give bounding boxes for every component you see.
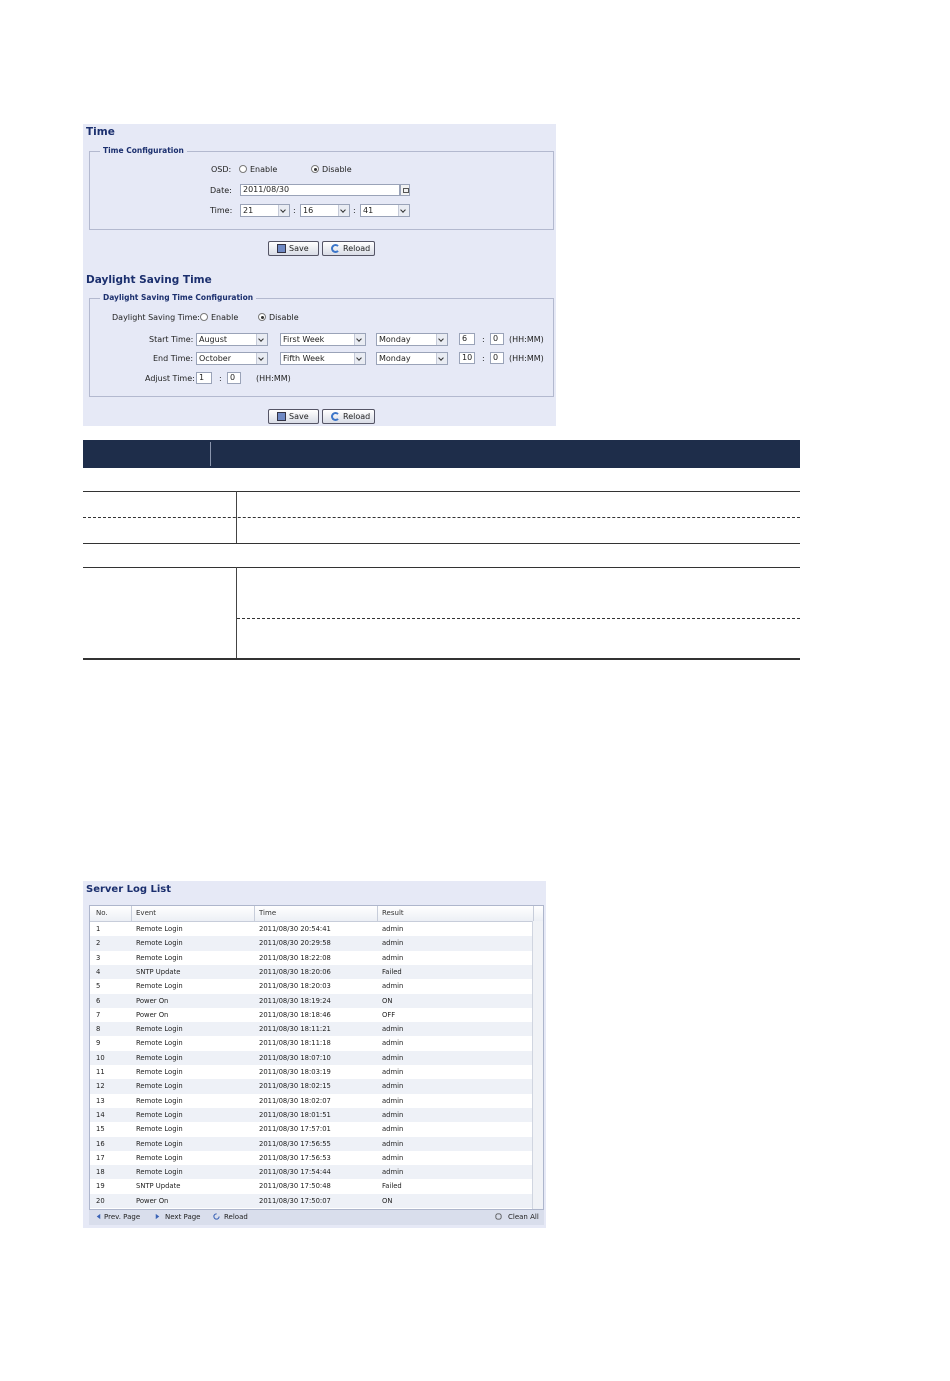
- time-colon: :: [353, 206, 356, 215]
- log-time: 2011/08/30 17:54:44: [259, 1168, 331, 1177]
- log-event: Power On: [136, 1196, 169, 1205]
- log-result: Failed: [382, 967, 402, 976]
- log-row[interactable]: [90, 951, 532, 965]
- time-config-legend: Time Configuration: [100, 146, 187, 155]
- log-event: Remote Login: [136, 1082, 183, 1091]
- log-row[interactable]: [90, 1151, 532, 1165]
- log-row[interactable]: [90, 994, 532, 1008]
- log-reload-button[interactable]: Reload: [224, 1213, 248, 1221]
- end-colon: :: [482, 354, 485, 363]
- reload-icon: [331, 412, 340, 421]
- second-select[interactable]: [360, 204, 410, 217]
- osd-enable-radio[interactable]: [239, 165, 247, 173]
- col-time[interactable]: Time: [259, 909, 277, 917]
- end-month-value: October: [199, 354, 232, 363]
- col-divider: [377, 906, 378, 921]
- log-time: 2011/08/30 17:50:48: [259, 1182, 331, 1191]
- log-row[interactable]: [90, 922, 532, 936]
- log-time: 2011/08/30 18:18:46: [259, 1010, 331, 1019]
- log-event: Remote Login: [136, 939, 183, 948]
- log-time: 2011/08/30 18:02:07: [259, 1096, 331, 1105]
- log-result: admin: [382, 1039, 404, 1048]
- log-result: admin: [382, 1053, 404, 1062]
- date-input[interactable]: 2011/08/30: [240, 184, 400, 196]
- log-no: 4: [96, 967, 101, 976]
- log-no: 1: [96, 925, 101, 933]
- log-result: admin: [382, 939, 404, 948]
- log-event: Remote Login: [136, 1025, 183, 1034]
- dst-save-button[interactable]: [268, 409, 319, 424]
- log-result: admin: [382, 1110, 404, 1119]
- log-row[interactable]: [90, 1079, 532, 1093]
- dst-title: Daylight Saving Time: [86, 274, 212, 286]
- log-row[interactable]: [90, 979, 532, 993]
- log-no: 7: [96, 1010, 101, 1019]
- log-row[interactable]: [90, 1165, 532, 1179]
- adjust-colon: :: [219, 374, 222, 383]
- time-reload-button[interactable]: [322, 241, 375, 256]
- chevron-down-icon: [398, 205, 409, 216]
- chevron-down-icon: [256, 353, 267, 364]
- log-time: 2011/08/30 20:29:58: [259, 939, 331, 948]
- save-icon: [277, 244, 286, 253]
- col-event[interactable]: Event: [136, 909, 157, 917]
- log-result: admin: [382, 1025, 404, 1034]
- log-time: 2011/08/30 18:02:15: [259, 1082, 331, 1091]
- log-result: admin: [382, 1096, 404, 1105]
- col-result[interactable]: Result: [382, 909, 404, 917]
- log-row[interactable]: [90, 1065, 532, 1079]
- save-icon: [277, 412, 286, 421]
- log-no: 12: [96, 1082, 105, 1091]
- log-no: 16: [96, 1139, 105, 1148]
- log-event: Remote Login: [136, 953, 183, 962]
- prev-page-button[interactable]: Prev. Page: [104, 1213, 141, 1221]
- start-month-select[interactable]: [196, 333, 268, 346]
- log-row[interactable]: [90, 1122, 532, 1136]
- end-month-select[interactable]: [196, 352, 268, 365]
- chevron-down-icon: [436, 334, 447, 345]
- dst-disable-label: Disable: [269, 313, 299, 322]
- log-event: Remote Login: [136, 925, 183, 933]
- osd-disable-radio[interactable]: [311, 165, 319, 173]
- header-divider: [210, 442, 211, 466]
- adjust-time-label: Adjust Time:: [145, 374, 195, 383]
- log-time: 2011/08/30 20:54:41: [259, 925, 331, 933]
- start-min-input[interactable]: 0: [490, 333, 504, 345]
- start-day-value: Monday: [379, 335, 411, 344]
- dst-enable-radio[interactable]: [200, 313, 208, 321]
- minute-select[interactable]: [300, 204, 350, 217]
- dst-enable-label: Enable: [211, 313, 239, 322]
- start-hour-input[interactable]: 6: [459, 333, 475, 345]
- chevron-down-icon: [256, 334, 267, 345]
- next-page-button[interactable]: Next Page: [165, 1213, 201, 1221]
- log-row[interactable]: [90, 1036, 532, 1050]
- dst-config-group: [89, 293, 554, 397]
- start-day-select[interactable]: [376, 333, 448, 346]
- time-save-button[interactable]: [268, 241, 319, 256]
- table-rule: [83, 567, 800, 568]
- log-event: Remote Login: [136, 1110, 183, 1119]
- adjust-hhmm: (HH:MM): [256, 374, 291, 383]
- log-time: 2011/08/30 17:56:53: [259, 1153, 331, 1162]
- dst-reload-button[interactable]: [322, 409, 375, 424]
- log-no: 8: [96, 1025, 101, 1034]
- start-month-value: August: [199, 335, 227, 344]
- log-row[interactable]: [90, 1179, 532, 1193]
- hour-value: 21: [243, 206, 254, 215]
- log-result: admin: [382, 1082, 404, 1091]
- log-no: 18: [96, 1168, 105, 1177]
- calendar-icon[interactable]: [400, 184, 410, 196]
- time-label: Time:: [210, 206, 233, 215]
- log-event: Remote Login: [136, 1125, 183, 1134]
- log-event: Remote Login: [136, 1053, 183, 1062]
- log-time: 2011/08/30 18:03:19: [259, 1068, 331, 1076]
- table-rule: [83, 543, 800, 544]
- chevron-down-icon: [354, 353, 365, 364]
- end-week-value: Fifth Week: [283, 354, 325, 363]
- table-rule: [83, 491, 800, 492]
- chevron-down-icon: [338, 205, 349, 216]
- adjust-min-input[interactable]: 0: [227, 372, 241, 384]
- log-row[interactable]: [90, 1051, 532, 1065]
- end-hour-input[interactable]: 10: [459, 352, 475, 364]
- osd-enable-label: Enable: [250, 165, 278, 174]
- server-log-table: [89, 905, 544, 1210]
- log-time: 2011/08/30 18:19:24: [259, 996, 331, 1005]
- end-week-select[interactable]: [280, 352, 366, 365]
- col-divider: [533, 906, 534, 921]
- dst-disable-radio[interactable]: [258, 313, 266, 321]
- log-no: 17: [96, 1153, 105, 1162]
- log-event: Power On: [136, 996, 169, 1005]
- server-log-panel: [83, 881, 546, 1228]
- log-no: 19: [96, 1182, 105, 1191]
- log-time: 2011/08/30 17:50:07: [259, 1196, 331, 1205]
- log-table-header: [90, 906, 543, 922]
- reload-label: Reload: [343, 412, 371, 421]
- log-result: admin: [382, 1168, 404, 1177]
- col-divider: [254, 906, 255, 921]
- log-no: 14: [96, 1110, 105, 1119]
- log-result: ON: [382, 996, 393, 1005]
- log-event: Remote Login: [136, 1068, 183, 1076]
- start-time-label: Start Time:: [149, 335, 194, 344]
- log-row[interactable]: [90, 965, 532, 979]
- time-config-group: [89, 146, 554, 230]
- hour-select[interactable]: [240, 204, 290, 217]
- reload-label: Reload: [343, 244, 371, 253]
- log-event: Remote Login: [136, 1039, 183, 1048]
- log-no: 5: [96, 982, 101, 991]
- log-event: SNTP Update: [136, 967, 181, 976]
- log-row[interactable]: [90, 1008, 532, 1022]
- save-label: Save: [289, 412, 309, 421]
- log-result: admin: [382, 925, 404, 933]
- log-scrollbar[interactable]: [532, 921, 543, 1209]
- log-row[interactable]: [90, 936, 532, 950]
- end-min-input[interactable]: 0: [490, 352, 504, 364]
- log-time: 2011/08/30 17:57:01: [259, 1125, 331, 1134]
- start-colon: :: [482, 335, 485, 344]
- log-time: 2011/08/30 18:11:18: [259, 1039, 331, 1048]
- table-column-rule: [236, 567, 237, 659]
- log-result: admin: [382, 1139, 404, 1148]
- log-event: Remote Login: [136, 1153, 183, 1162]
- reload-icon: [331, 244, 340, 253]
- col-divider: [131, 906, 132, 921]
- log-result: admin: [382, 982, 404, 991]
- chevron-down-icon: [278, 205, 289, 216]
- end-day-select[interactable]: [376, 352, 448, 365]
- start-hhmm: (HH:MM): [509, 335, 544, 344]
- end-hhmm: (HH:MM): [509, 354, 544, 363]
- table-column-rule: [236, 491, 237, 543]
- log-no: 3: [96, 953, 101, 962]
- minute-value: 16: [303, 206, 314, 215]
- log-no: 11: [96, 1068, 105, 1076]
- log-no: 2: [96, 939, 101, 948]
- osd-label: OSD:: [211, 165, 232, 174]
- log-event: Remote Login: [136, 1096, 183, 1105]
- second-value: 41: [363, 206, 374, 215]
- log-time: 2011/08/30 18:11:21: [259, 1025, 331, 1034]
- start-week-value: First Week: [283, 335, 325, 344]
- chevron-down-icon: [354, 334, 365, 345]
- server-log-title: Server Log List: [86, 884, 172, 895]
- table-dashed-rule: [237, 618, 800, 619]
- time-colon: :: [293, 206, 296, 215]
- next-arrow-icon: [154, 1213, 161, 1220]
- adjust-hour-input[interactable]: 1: [196, 372, 212, 384]
- dst-label: Daylight Saving Time:: [112, 313, 200, 322]
- log-event: SNTP Update: [136, 1182, 181, 1191]
- log-result: OFF: [382, 1010, 396, 1019]
- dst-config-legend: Daylight Saving Time Configuration: [100, 293, 256, 302]
- clean-all-button[interactable]: Clean All: [508, 1213, 539, 1221]
- log-row[interactable]: [90, 1094, 532, 1108]
- date-label: Date:: [210, 186, 232, 195]
- prev-arrow-icon: [95, 1213, 102, 1220]
- log-time: 2011/08/30 18:07:10: [259, 1053, 331, 1062]
- table-dashed-rule: [83, 517, 800, 518]
- end-day-value: Monday: [379, 354, 411, 363]
- log-event: Remote Login: [136, 1168, 183, 1177]
- end-time-label: End Time:: [153, 354, 194, 363]
- log-result: admin: [382, 1068, 404, 1076]
- reload-icon: [213, 1213, 220, 1220]
- log-time: 2011/08/30 18:20:03: [259, 982, 331, 991]
- log-no: 6: [96, 996, 101, 1005]
- save-label: Save: [289, 244, 309, 253]
- log-event: Power On: [136, 1010, 169, 1019]
- log-time: 2011/08/30 17:56:55: [259, 1139, 331, 1148]
- log-result: admin: [382, 1153, 404, 1162]
- osd-disable-label: Disable: [322, 165, 352, 174]
- log-no: 15: [96, 1125, 105, 1134]
- log-event: Remote Login: [136, 982, 183, 991]
- log-time: 2011/08/30 18:22:08: [259, 953, 331, 962]
- table-bottom-rule: [83, 658, 800, 660]
- log-row[interactable]: [90, 1137, 532, 1151]
- log-result: ON: [382, 1196, 393, 1205]
- log-time: 2011/08/30 18:01:51: [259, 1110, 331, 1119]
- chevron-down-icon: [436, 353, 447, 364]
- time-settings-panel: [83, 124, 556, 426]
- log-event: Remote Login: [136, 1139, 183, 1148]
- log-row[interactable]: [90, 1108, 532, 1122]
- log-footer: [89, 1210, 544, 1225]
- database-icon: [495, 1213, 502, 1220]
- log-row[interactable]: [90, 1022, 532, 1036]
- log-no: 9: [96, 1039, 101, 1048]
- start-week-select[interactable]: [280, 333, 366, 346]
- log-time: 2011/08/30 18:20:06: [259, 967, 331, 976]
- log-result: admin: [382, 953, 404, 962]
- log-no: 20: [96, 1196, 105, 1205]
- description-table: [83, 440, 800, 662]
- log-row[interactable]: [90, 1194, 532, 1208]
- time-title: Time: [86, 126, 115, 138]
- log-result: Failed: [382, 1182, 402, 1191]
- table-header: [83, 440, 800, 468]
- log-no: 10: [96, 1053, 105, 1062]
- log-result: admin: [382, 1125, 404, 1134]
- log-no: 13: [96, 1096, 105, 1105]
- col-no[interactable]: No.: [96, 909, 108, 917]
